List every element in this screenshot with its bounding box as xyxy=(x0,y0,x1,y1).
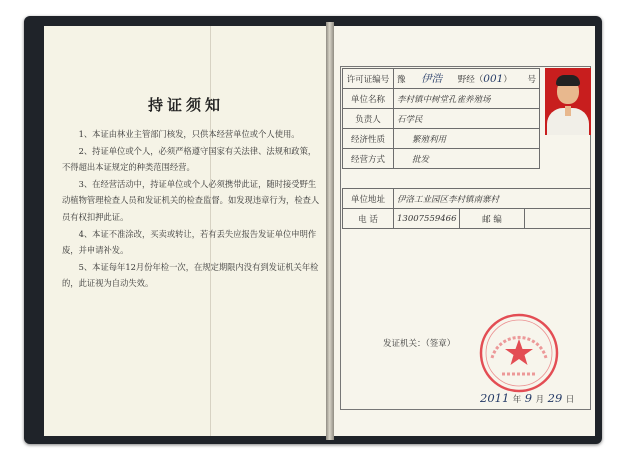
address-value: 伊洛工业园区李村镇南寨村 xyxy=(394,189,591,209)
license-middle: 野经（ xyxy=(457,74,484,85)
responsible-row xyxy=(343,109,540,129)
license-row xyxy=(343,69,540,89)
notice-body xyxy=(62,126,320,292)
date-year: 2011 xyxy=(480,391,510,405)
nature-label: 经济性质 xyxy=(343,129,394,149)
license-value xyxy=(394,69,540,89)
responsible-label: 负责人 xyxy=(343,109,394,129)
date-month-unit: 月 xyxy=(535,395,545,405)
unit-row xyxy=(343,89,540,109)
seal-star-icon xyxy=(505,339,533,365)
phone-value: 13007559466 xyxy=(394,209,460,229)
license-label: 许可证编号 xyxy=(343,69,394,89)
issuer-label: 发证机关：（签章） xyxy=(383,339,456,349)
responsible-value: 石学民 xyxy=(394,109,540,129)
mode-row xyxy=(343,149,540,169)
unit-value: 李村镇中树堂孔雀养殖场 xyxy=(394,89,540,109)
date-day-unit: 日 xyxy=(565,395,575,405)
phone-label: 电 话 xyxy=(343,209,394,229)
postal-value xyxy=(525,209,591,229)
unit-label: 单位名称 xyxy=(343,89,394,109)
holder-photo xyxy=(545,68,591,135)
mode-value: 批发 xyxy=(394,149,540,169)
photo-hair xyxy=(556,75,580,86)
notice-paragraph-2: 2、持证单位或个人，必须严格遵守国家有关法律、法规和政策，不得超出本证规定的种类范围经营。 xyxy=(62,145,317,173)
license-prefix: 豫 xyxy=(397,74,406,85)
certificate-table xyxy=(342,68,540,169)
notice-paragraph-3: 3、在经营活动中，持证单位或个人必须携带此证，随时接受野生动植物管理检查人员和发证机关的检查监督。如发现违章行为，检查人员有权扣押此证。 xyxy=(62,178,320,222)
date-year-unit: 年 xyxy=(512,395,522,405)
official-seal-stamp xyxy=(478,312,560,394)
phone-row xyxy=(343,209,591,229)
address-label: 单位地址 xyxy=(343,189,394,209)
book-spine xyxy=(326,22,334,440)
certificate-table-lower xyxy=(342,188,591,229)
issue-date xyxy=(480,391,574,405)
notice-paragraph-1: 1、本证由林业主管部门核发，只供本经营单位或个人使用。 xyxy=(78,129,300,139)
license-number: 001 xyxy=(483,72,504,85)
address-row xyxy=(343,189,591,209)
license-suffix: 号 xyxy=(527,74,536,85)
date-day: 29 xyxy=(547,391,563,405)
mode-label: 经营方式 xyxy=(343,149,394,169)
license-close: ） xyxy=(503,74,512,85)
license-handwritten: 伊浩 xyxy=(421,73,443,85)
photo-neck xyxy=(565,106,571,116)
notice-paragraph-4: 4、本证不准涂改，买卖或转让，若有丢失应报告发证单位申明作废，并申请补发。 xyxy=(62,228,317,256)
nature-value: 繁殖利用 xyxy=(394,129,540,149)
date-month: 9 xyxy=(524,391,533,405)
postal-label: 邮 编 xyxy=(459,209,525,229)
notice-paragraph-5: 5、本证每年12月份年检一次，在规定期限内没有到发证机关年检的，此证视为自动失效。 xyxy=(62,261,319,289)
nature-row xyxy=(343,129,540,149)
notice-title: 持证须知 xyxy=(147,96,224,114)
